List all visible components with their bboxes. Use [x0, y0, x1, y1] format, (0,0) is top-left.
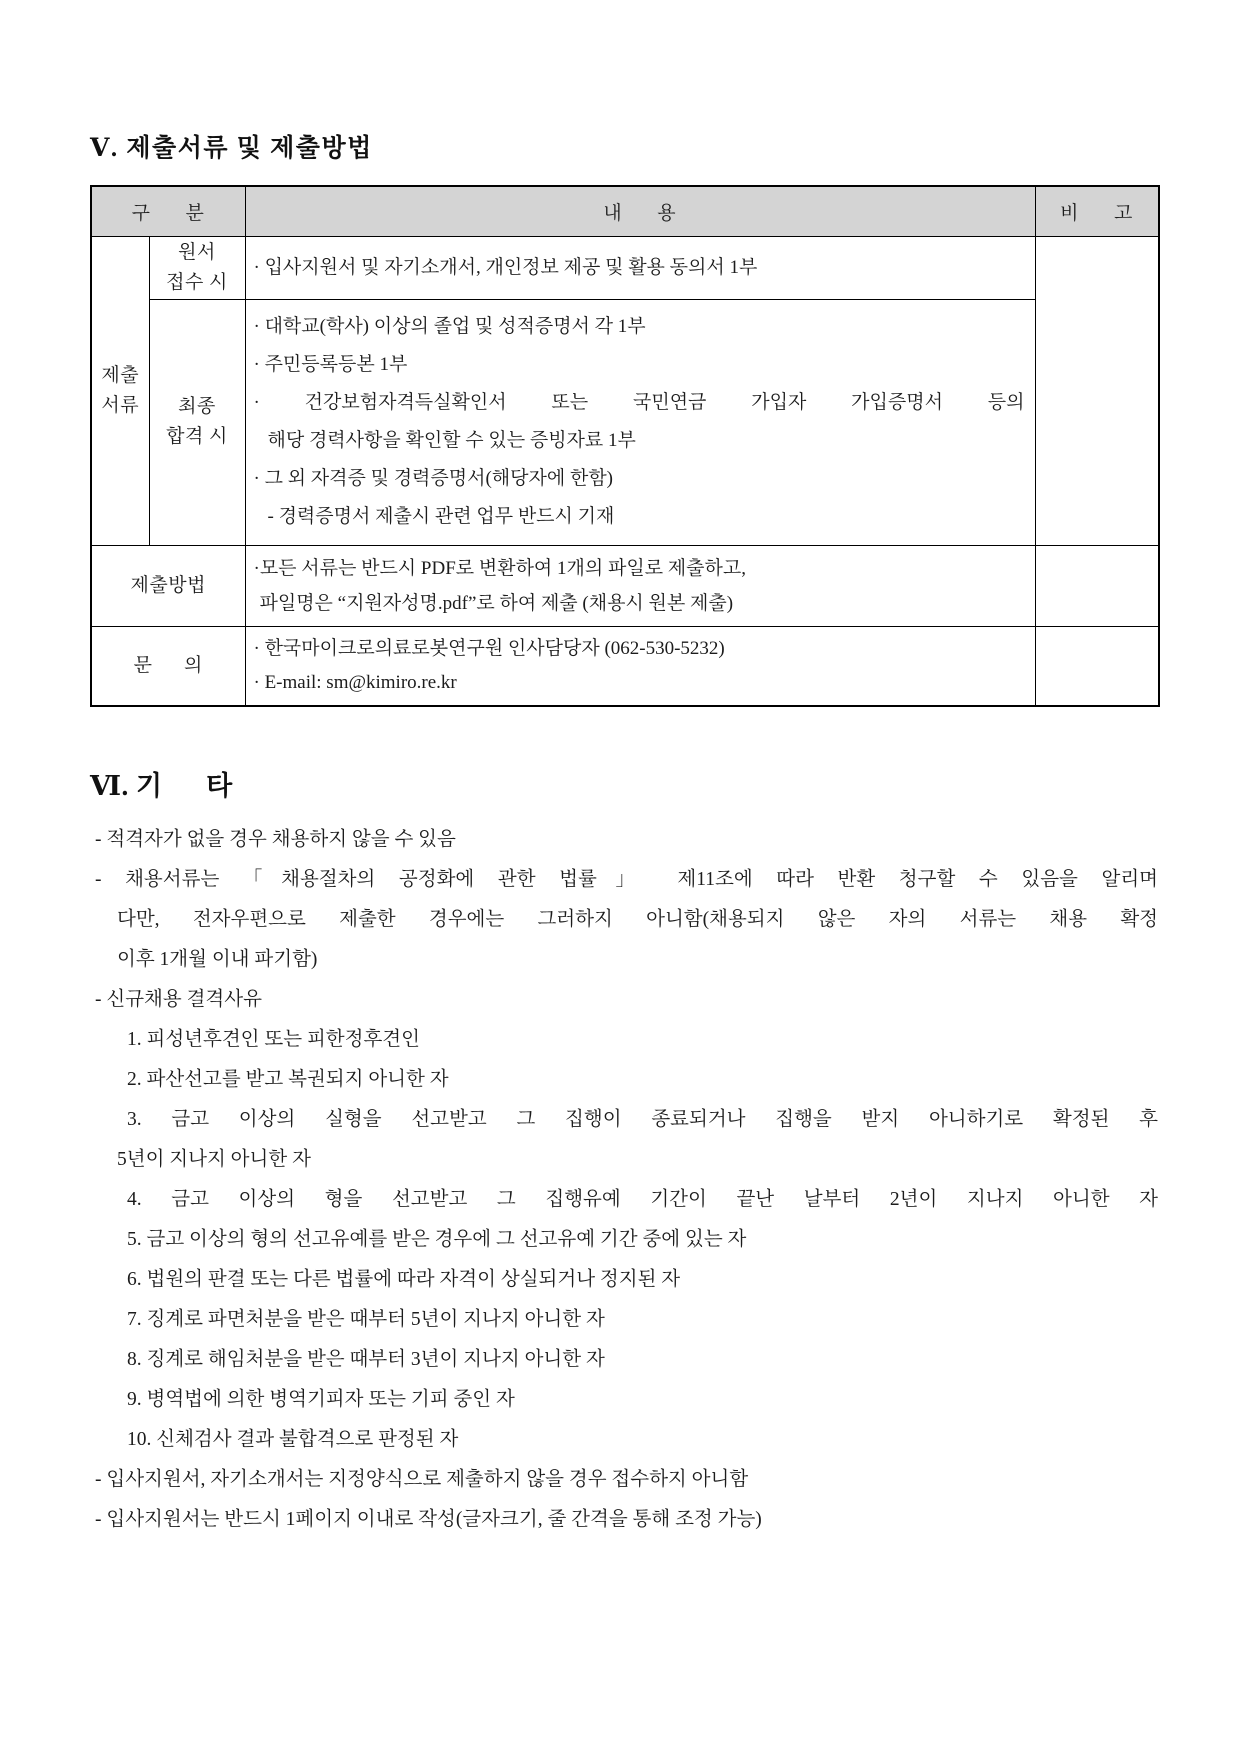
final-content-cell: [245, 299, 1035, 545]
method-label: 제출방법: [91, 545, 245, 626]
note-cell-method: [1035, 545, 1159, 626]
table-row: [91, 236, 1159, 299]
misc-line: 5. 금고 이상의 형의 선고유예를 받은 경우에 그 선고유예 기간 중에 있는 자: [127, 1228, 747, 1250]
apply-content-cell: [245, 236, 1035, 299]
content-line: 파일명은 “지원자성명.pdf”로 하여 제출 (채용시 원본 제출): [259, 592, 734, 614]
content-line: · 입사지원서 및 자기소개서, 개인정보 제공 및 활용 동의서 1부: [253, 256, 758, 278]
content-line: · 그 외 자격증 및 경력증명서(해당자에 한함): [253, 468, 614, 489]
col-header-note: 비 고: [1035, 186, 1159, 236]
submission-table: [90, 185, 1160, 707]
misc-line: 8. 징계로 해임처분을 받은 때부터 3년이 지나지 아니한 자: [127, 1348, 605, 1370]
misc-line: - 채용서류는 「채용절차의 공정화에 관한 법률」 제11조에 따라 반환 청구할 수 있음을 알리며: [95, 868, 1158, 890]
inquiry-content-cell: [245, 626, 1035, 706]
col-header-category: 구 분: [91, 186, 245, 236]
misc-line: - 적격자가 없을 경우 채용하지 않을 수 있음: [95, 828, 456, 850]
table-header-row: [91, 186, 1159, 236]
misc-line: 7. 징계로 파면처분을 받은 때부터 5년이 지나지 아니한 자: [127, 1308, 605, 1330]
content-line: · E-mail: sm@kimiro.re.kr: [253, 671, 457, 693]
table-row: [91, 626, 1159, 706]
content-line: · 주민등록등본 1부: [253, 354, 408, 375]
apply-stage-label: 원서 접수 시: [149, 236, 245, 299]
misc-line: 이후 1개월 이내 파기함): [117, 948, 318, 970]
misc-line: 4. 금고 이상의 형을 선고받고 그 집행유예 기간이 끝난 날부터 2년이 지나지 아니한 자: [127, 1188, 1158, 1210]
misc-line: 다만, 전자우편으로 제출한 경우에는 그러하지 아니함(채용되지 않은 자의 서류는 채용 확정: [117, 908, 1158, 930]
method-content-cell: [245, 545, 1035, 626]
misc-line: 5년이 지나지 아니한 자: [117, 1148, 311, 1170]
section6-title: Ⅵ. 기 타: [90, 770, 233, 801]
misc-line: - 신규채용 결격사유: [95, 988, 262, 1010]
content-line: · 대학교(학사) 이상의 졸업 및 성적증명서 각 1부: [253, 316, 646, 337]
section5-title: Ⅴ. 제출서류 및 제출방법: [90, 135, 373, 162]
misc-line: 6. 법원의 판결 또는 다른 법률에 따라 자격이 상실되거나 정지된 자: [127, 1268, 681, 1290]
misc-line: 9. 병역법에 의한 병역기피자 또는 기피 중인 자: [127, 1388, 515, 1410]
final-stage-label: 최종 합격 시: [149, 299, 245, 545]
content-line: ·모든 서류는 반드시 PDF로 변환하여 1개의 파일로 제출하고,: [253, 557, 746, 579]
misc-line: 3. 금고 이상의 실형을 선고받고 그 집행이 종료되거나 집행을 받지 아니하기로 확정된 후: [127, 1108, 1158, 1130]
misc-line: 10. 신체검사 결과 불합격으로 판정된 자: [127, 1428, 459, 1450]
misc-line: - 입사지원서는 반드시 1페이지 이내로 작성(글자크기, 줄 간격을 통해 조정 가능): [95, 1508, 762, 1530]
misc-line: - 입사지원서, 자기소개서는 지정양식으로 제출하지 않을 경우 접수하지 아니함: [95, 1468, 749, 1490]
inquiry-label: 문 의: [91, 626, 245, 706]
misc-line: 1. 피성년후견인 또는 피한정후견인: [127, 1028, 420, 1050]
col-header-content: 내 용: [245, 186, 1035, 236]
content-line: · 건강보험자격득실확인서 또는 국민연금 가입자 가입증명서 등의: [253, 392, 1025, 413]
table-row: [91, 299, 1159, 545]
misc-list: [90, 820, 1158, 1540]
note-cell-documents: [1035, 236, 1159, 545]
misc-line: 2. 파산선고를 받고 복권되지 아니한 자: [127, 1068, 449, 1090]
content-line: - 경력증명서 제출시 관련 업무 반드시 기재: [267, 506, 615, 527]
table-row: [91, 545, 1159, 626]
content-line: · 한국마이크로의료로봇연구원 인사담당자 (062-530-5232): [253, 637, 725, 659]
note-cell-inquiry: [1035, 626, 1159, 706]
section6: [90, 764, 1158, 1540]
content-line: 해당 경력사항을 확인할 수 있는 증빙자료 1부: [267, 430, 636, 451]
submit-docs-group-label: 제출 서류: [91, 236, 149, 545]
